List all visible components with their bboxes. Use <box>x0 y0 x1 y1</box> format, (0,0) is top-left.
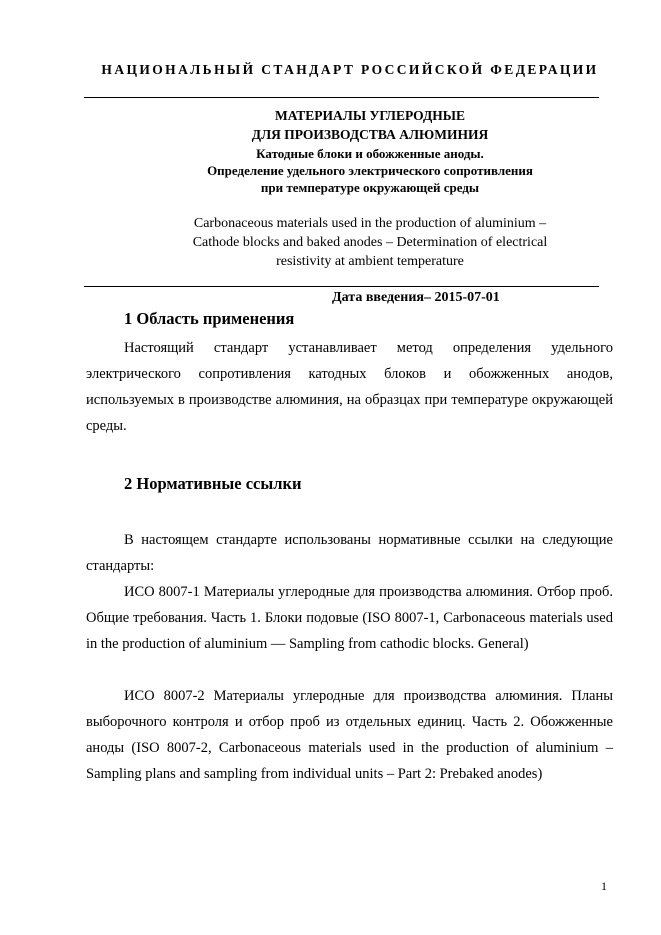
section-1-text: Настоящий стандарт устанавливает метод определения удельного электрического сопротивления катодных блоков и обожженных анодов, используемых в производстве алюминия, на образцах при температуре окружающей среды. <box>86 340 613 434</box>
title-ru-line-1: МАТЕРИАЛЫ УГЛЕРОДНЫЕ <box>274 108 466 123</box>
bottom-rule <box>84 286 599 287</box>
section-2-intro: В настоящем стандарте использованы нормативные ссылки на следующие стандарты: <box>86 532 613 574</box>
title-en-line-2: Cathode blocks and baked anodes – Determination of electrical <box>192 235 548 250</box>
title-en-line-3: resistivity at ambient temperature <box>276 254 464 269</box>
title-ru-line-4: Определение удельного электрического сопротивления <box>207 163 533 178</box>
reference-iso-8007-2: ИСО 8007-2 Материалы углеродные для производства алюминия. Планы выборочного контроля и отбор проб из отдельных единиц. Часть 2. Обожженные аноды (ISO 8007-2, Carbonaceous materials used in the production of aluminium – Sampling plans and sampling from individual units – Part 2: Prebaked anodes) <box>86 688 613 782</box>
standard-title: НАЦИОНАЛЬНЫЙ СТАНДАРТ РОССИЙСКОЙ ФЕДЕРАЦИИ <box>101 62 599 77</box>
title-ru-line-5: при температуре окружающей среды <box>260 180 480 195</box>
title-ru-line-3: Катодные блоки и обожженные аноды. <box>256 146 484 161</box>
date-of-introduction: Дата введения– 2015-07-01 <box>332 290 500 305</box>
page-number: 1 <box>601 879 607 893</box>
title-ru-line-2: ДЛЯ ПРОИЗВОДСТВА АЛЮМИНИЯ <box>251 127 489 142</box>
section-1-heading: 1 Область применения <box>124 309 295 328</box>
title-en-line-1: Carbonaceous materials used in the production of aluminium – <box>193 216 547 231</box>
section-2-heading: 2 Нормативные ссылки <box>124 474 302 493</box>
top-rule <box>84 97 599 98</box>
reference-iso-8007-1: ИСО 8007-1 Материалы углеродные для производства алюминия. Отбор проб. Общие требования. Часть 1. Блоки подовые (ISO 8007-1, Carbonaceous materials used in the production of aluminium — Sampling from cathodic blocks. General) <box>86 584 613 652</box>
